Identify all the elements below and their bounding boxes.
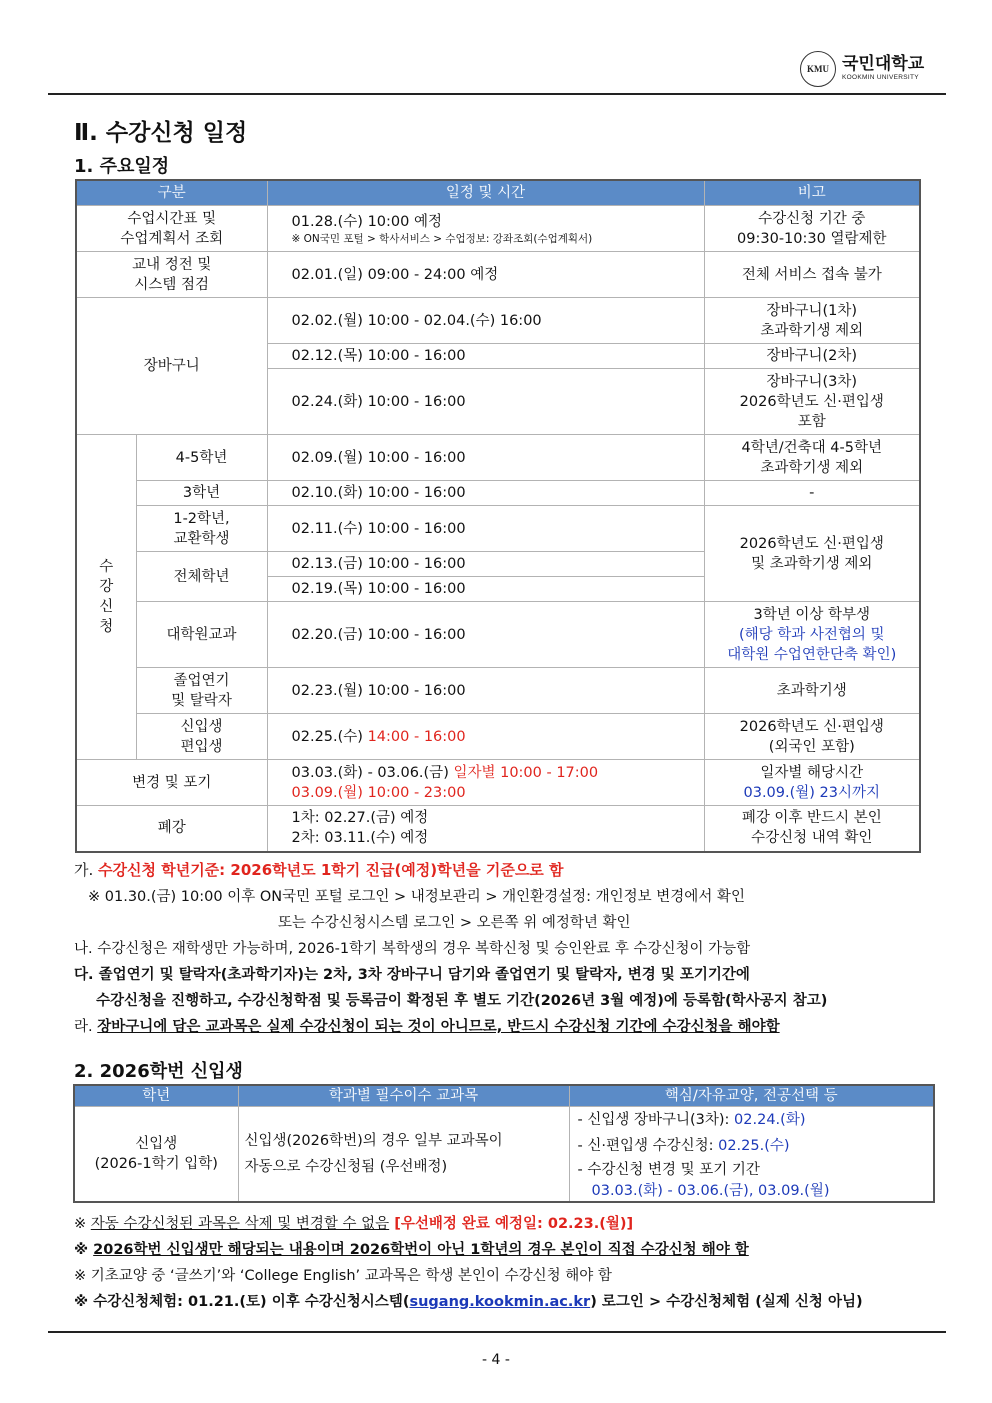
schedule-subtitle: 1. 주요일정 bbox=[74, 156, 170, 177]
sub-label: 졸업연기 및 탈락자 bbox=[136, 668, 267, 714]
col-header-remarks: 비고 bbox=[704, 180, 920, 206]
row-label-registration: 수 강 신 청 bbox=[76, 435, 136, 760]
table-row bbox=[76, 602, 920, 668]
remark-cell: 4학년/건축대 4-5학년 초과학기생 제외 bbox=[704, 435, 920, 481]
sub-label: 3학년 bbox=[136, 481, 267, 506]
sub-label: 신입생 편입생 bbox=[136, 714, 267, 760]
table-row bbox=[76, 298, 920, 344]
header-rule bbox=[48, 93, 946, 95]
schedule-cell: 02.24.(화) 10:00 - 16:00 bbox=[267, 369, 704, 435]
schedule-cell: 02.19.(목) 10:00 - 16:00 bbox=[267, 577, 704, 602]
sugang-link[interactable]: sugang.kookmin.ac.kr bbox=[409, 1294, 591, 1310]
table-row bbox=[76, 252, 920, 298]
schedule-cell: 02.09.(월) 10:00 - 16:00 bbox=[267, 435, 704, 481]
schedule-cell: 02.13.(금) 10:00 - 16:00 bbox=[267, 552, 704, 577]
col-header-schedule: 일정 및 시간 bbox=[267, 180, 704, 206]
schedule-cell: 02.23.(월) 10:00 - 16:00 bbox=[267, 668, 704, 714]
remark-cell: 수강신청 기간 중 09:30-10:30 열람제한 bbox=[704, 206, 920, 252]
sub-label: 전체학년 bbox=[136, 552, 267, 602]
freshman-subtitle: 2. 2026학번 신입생 bbox=[74, 1061, 243, 1082]
table-header-row bbox=[76, 180, 920, 206]
footer-rule bbox=[48, 1331, 946, 1333]
table-row bbox=[76, 806, 920, 852]
schedule-table bbox=[75, 179, 921, 853]
remark-cell: 전체 서비스 접속 불가 bbox=[704, 252, 920, 298]
note-ga: 가. 수강신청 학년기준: 2026학년도 1학기 진급(예정)학년을 기준으로 함 bbox=[74, 861, 564, 879]
table-row bbox=[76, 760, 920, 806]
remark-cell: 폐강 이후 반드시 본인 수강신청 내역 확인 bbox=[704, 806, 920, 852]
note-da-line1: 다. 졸업연기 및 탈락자(초과학기자)는 2차, 3차 장바구니 담기와 졸업연기 및 탈락자, 변경 및 포기기간에 bbox=[74, 967, 750, 983]
page-number: - 4 - bbox=[482, 1352, 510, 1368]
table-row bbox=[76, 668, 920, 714]
kmu-emblem-icon: KMU bbox=[800, 51, 836, 87]
table-row bbox=[76, 435, 920, 481]
table-row bbox=[76, 481, 920, 506]
remark-cell: 초과학기생 bbox=[704, 668, 920, 714]
col-header-grade: 학년 bbox=[74, 1085, 238, 1107]
remark-cell: 2026학년도 신·편입생 및 초과학기생 제외 bbox=[704, 506, 920, 602]
row-label-cart: 장바구니 bbox=[76, 298, 267, 435]
schedule-cell: 02.11.(수) 10:00 - 16:00 bbox=[267, 506, 704, 552]
sub-label: 대학원교과 bbox=[136, 602, 267, 668]
logo-korean: 국민대학교 bbox=[842, 54, 925, 75]
note-ra: 라. 장바구니에 담은 교과목은 실제 수강신청이 되는 것이 아니므로, 반드시 수강신청 기간에 수강신청을 해야함 bbox=[74, 1019, 780, 1035]
row-label: 수업시간표 및 수업계획서 조회 bbox=[76, 206, 267, 252]
schedule-cell: 02.25.(수) 14:00 - 16:00 bbox=[267, 714, 704, 760]
schedule-cell: 01.28.(수) 10:00 예정 ※ ON국민 포털 > 학사서비스 > 수업정보: 강좌조회(수업계획서) bbox=[267, 206, 704, 252]
note-ga-sub2: 또는 수강신청시스템 로그인 > 오른쪽 위 예정학년 확인 bbox=[278, 915, 631, 931]
schedule-cell: 02.10.(화) 10:00 - 16:00 bbox=[267, 481, 704, 506]
remark-cell: 장바구니(3차) 2026학년도 신·편입생 포함 bbox=[704, 369, 920, 435]
row-label-change: 변경 및 포기 bbox=[76, 760, 267, 806]
remark-cell: 장바구니(2차) bbox=[704, 344, 920, 369]
footnote-1: ※ 자동 수강신청된 과목은 삭제 및 변경할 수 없음 [우선배정 완료 예정일: 02.23.(월)] bbox=[74, 1216, 634, 1232]
electives-cell: - 신입생 장바구니(3차): 02.24.(화) - 신·편입생 수강신청: 02.25.(수) - 수강신청 변경 및 포기 기간 03.03.(화) - 03.06.(금), 03.09.(월) bbox=[569, 1107, 934, 1203]
remark-cell: 장바구니(1차) 초과학기생 제외 bbox=[704, 298, 920, 344]
table-row bbox=[76, 506, 920, 552]
row-label: 교내 정전 및 시스템 점검 bbox=[76, 252, 267, 298]
table-row bbox=[76, 714, 920, 760]
schedule-cell: 02.01.(일) 09:00 - 24:00 예정 bbox=[267, 252, 704, 298]
table-row bbox=[74, 1107, 934, 1203]
footnote-4: ※ 수강신청체험: 01.21.(토) 이후 수강신청시스템(sugang.kookmin.ac.kr) 로그인 > 수강신청체험 (실제 신청 아님) bbox=[74, 1294, 863, 1310]
schedule-cell: 03.03.(화) - 03.06.(금) 일자별 10:00 - 17:00 03.09.(월) 10:00 - 23:00 bbox=[267, 760, 704, 806]
table-header-row bbox=[74, 1085, 934, 1107]
section-title: Ⅱ. 수강신청 일정 bbox=[74, 120, 248, 146]
university-logo bbox=[800, 51, 924, 87]
required-cell: 신입생(2026학번)의 경우 일부 교과목이 자동으로 수강신청됨 (우선배정) bbox=[238, 1107, 569, 1203]
col-header-electives: 핵심/자유교양, 전공선택 등 bbox=[569, 1085, 934, 1107]
schedule-cell: 1차: 02.27.(금) 예정 2차: 03.11.(수) 예정 bbox=[267, 806, 704, 852]
col-header-required: 학과별 필수이수 교과목 bbox=[238, 1085, 569, 1107]
schedule-cell: 02.12.(목) 10:00 - 16:00 bbox=[267, 344, 704, 369]
sub-label: 4-5학년 bbox=[136, 435, 267, 481]
sub-label: 1-2학년, 교환학생 bbox=[136, 506, 267, 552]
freshman-table bbox=[73, 1084, 935, 1203]
row-label-close: 폐강 bbox=[76, 806, 267, 852]
footnote-2: ※ 2026학번 신입생만 해당되는 내용이며 2026학번이 아닌 1학년의 경우 본인이 직접 수강신청 해야 함 bbox=[74, 1242, 749, 1258]
note-na: 나. 수강신청은 재학생만 가능하며, 2026-1학기 복학생의 경우 복학신청 및 승인완료 후 수강신청이 가능함 bbox=[74, 941, 751, 957]
remark-cell: 2026학년도 신·편입생 (외국인 포함) bbox=[704, 714, 920, 760]
remark-cell: 3학년 이상 학부생 (해당 학과 사전협의 및 대학원 수업연한단축 확인) bbox=[704, 602, 920, 668]
table-row bbox=[76, 206, 920, 252]
grade-cell: 신입생 (2026-1학기 입학) bbox=[74, 1107, 238, 1203]
logo-english: KOOKMIN UNIVERSITY bbox=[842, 74, 919, 82]
col-header-category: 구분 bbox=[76, 180, 267, 206]
remark-cell: 일자별 해당시간 03.09.(월) 23시까지 bbox=[704, 760, 920, 806]
note-da-line2: 수강신청을 진행하고, 수강신청학점 및 등록금이 확정된 후 별도 기간(2026년 3월 예정)에 등록함(학사공지 참고) bbox=[96, 993, 828, 1009]
schedule-cell: 02.20.(금) 10:00 - 16:00 bbox=[267, 602, 704, 668]
footnote-3: ※ 기초교양 중 ‘글쓰기’와 ‘College English’ 교과목은 학생 본인이 수강신청 해야 함 bbox=[74, 1268, 612, 1284]
schedule-cell: 02.02.(월) 10:00 - 02.04.(수) 16:00 bbox=[267, 298, 704, 344]
remark-cell: - bbox=[704, 481, 920, 506]
note-ga-sub1: ※ 01.30.(금) 10:00 이후 ON국민 포털 로그인 > 내정보관리 > 개인환경설정: 개인정보 변경에서 확인 bbox=[88, 889, 745, 905]
